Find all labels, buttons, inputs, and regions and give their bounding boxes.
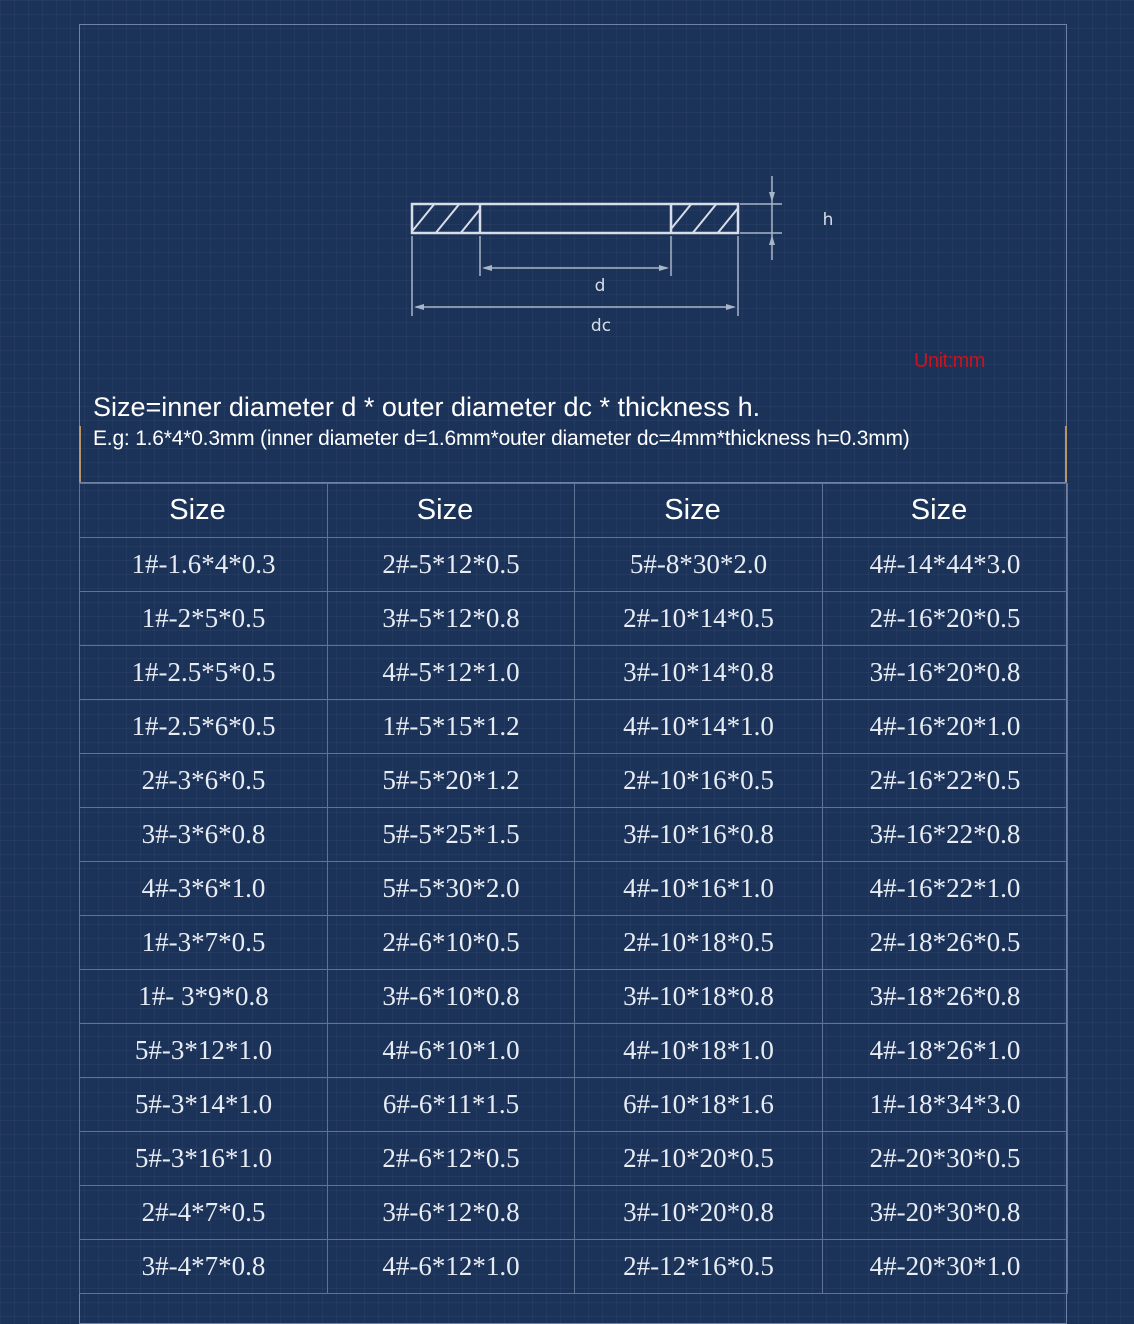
size-cell: 2#-18*26*0.5 bbox=[823, 916, 1068, 970]
size-cell: 3#-10*16*0.8 bbox=[575, 808, 823, 862]
size-cell: 5#-5*20*1.2 bbox=[328, 754, 575, 808]
column-header bbox=[328, 484, 575, 538]
size-table bbox=[79, 483, 1068, 1294]
size-cell: 4#-14*44*3.0 bbox=[823, 538, 1068, 592]
size-cell: 1#- 3*9*0.8 bbox=[80, 970, 328, 1024]
size-cell: 5#-3*12*1.0 bbox=[80, 1024, 328, 1078]
size-cell: 1#-2.5*5*0.5 bbox=[80, 646, 328, 700]
size-cell: 4#-16*22*1.0 bbox=[823, 862, 1068, 916]
size-example-text: E.g: 1.6*4*0.3mm (inner diameter d=1.6mm*outer diameter dc=4mm*thickness h=0.3mm) bbox=[93, 427, 910, 450]
size-cell: 3#-4*7*0.8 bbox=[80, 1240, 328, 1294]
size-cell: 1#-3*7*0.5 bbox=[80, 916, 328, 970]
size-cell: 4#-16*20*1.0 bbox=[823, 700, 1068, 754]
column-header-label: Size bbox=[169, 494, 226, 526]
table-row bbox=[80, 1024, 1068, 1078]
size-cell: 2#-16*20*0.5 bbox=[823, 592, 1068, 646]
size-cell: 4#-5*12*1.0 bbox=[328, 646, 575, 700]
column-header-label: Size bbox=[416, 494, 474, 526]
size-cell: 3#-16*22*0.8 bbox=[823, 808, 1068, 862]
accent-bar-right bbox=[1065, 426, 1067, 482]
size-cell: 1#-2*5*0.5 bbox=[80, 592, 328, 646]
size-cell: 3#-5*12*0.8 bbox=[328, 592, 575, 646]
accent-bar-left bbox=[79, 426, 81, 482]
table-row bbox=[80, 1132, 1068, 1186]
size-cell: 6#-10*18*1.6 bbox=[575, 1078, 823, 1132]
column-header-label: Size bbox=[664, 494, 721, 526]
size-cell: 2#-10*20*0.5 bbox=[575, 1132, 823, 1186]
size-cell: 2#-16*22*0.5 bbox=[823, 754, 1068, 808]
size-cell: 3#-6*12*0.8 bbox=[328, 1186, 575, 1240]
size-cell: 6#-6*11*1.5 bbox=[328, 1078, 575, 1132]
size-cell: 1#-18*34*3.0 bbox=[823, 1078, 1068, 1132]
size-cell: 4#-18*26*1.0 bbox=[823, 1024, 1068, 1078]
table-row bbox=[80, 646, 1068, 700]
size-cell: 3#-6*10*0.8 bbox=[328, 970, 575, 1024]
size-cell: 3#-16*20*0.8 bbox=[823, 646, 1068, 700]
size-cell: 1#-1.6*4*0.3 bbox=[80, 538, 328, 592]
label-h: h bbox=[822, 210, 834, 230]
size-cell: 4#-3*6*1.0 bbox=[80, 862, 328, 916]
size-cell: 4#-6*12*1.0 bbox=[328, 1240, 575, 1294]
size-cell: 4#-10*16*1.0 bbox=[575, 862, 823, 916]
table-row bbox=[80, 592, 1068, 646]
size-cell: 3#-3*6*0.8 bbox=[80, 808, 328, 862]
washer-outline bbox=[412, 204, 738, 233]
size-cell: 1#-5*15*1.2 bbox=[328, 700, 575, 754]
size-cell: 3#-10*14*0.8 bbox=[575, 646, 823, 700]
size-formula-heading: Size=inner diameter d * outer diameter dc * thickness h. bbox=[93, 392, 761, 422]
size-cell: 2#-6*12*0.5 bbox=[328, 1132, 575, 1186]
table-row bbox=[80, 538, 1068, 592]
table-header-row bbox=[80, 484, 1068, 538]
size-cell: 2#-5*12*0.5 bbox=[328, 538, 575, 592]
column-header bbox=[80, 484, 328, 538]
size-cell: 5#-3*14*1.0 bbox=[80, 1078, 328, 1132]
label-dc: dc bbox=[590, 316, 612, 336]
washer-cross-section-diagram bbox=[0, 0, 1134, 350]
size-cell: 2#-10*18*0.5 bbox=[575, 916, 823, 970]
size-cell: 4#-10*18*1.0 bbox=[575, 1024, 823, 1078]
unit-label: Unit:mm bbox=[914, 350, 985, 372]
size-cell: 3#-18*26*0.8 bbox=[823, 970, 1068, 1024]
size-cell: 2#-12*16*0.5 bbox=[575, 1240, 823, 1294]
table-row bbox=[80, 1078, 1068, 1132]
size-cell: 2#-3*6*0.5 bbox=[80, 754, 328, 808]
table-row bbox=[80, 916, 1068, 970]
size-cell: 2#-20*30*0.5 bbox=[823, 1132, 1068, 1186]
size-cell: 3#-20*30*0.8 bbox=[823, 1186, 1068, 1240]
label-d: d bbox=[594, 276, 606, 296]
table-row bbox=[80, 808, 1068, 862]
column-header-label: Size bbox=[910, 494, 968, 526]
size-cell: 5#-5*30*2.0 bbox=[328, 862, 575, 916]
size-cell: 2#-4*7*0.5 bbox=[80, 1186, 328, 1240]
column-header bbox=[823, 484, 1068, 538]
column-header bbox=[575, 484, 823, 538]
size-cell: 1#-2.5*6*0.5 bbox=[80, 700, 328, 754]
table-row bbox=[80, 862, 1068, 916]
table-row bbox=[80, 1240, 1068, 1294]
size-cell: 2#-6*10*0.5 bbox=[328, 916, 575, 970]
size-table-body bbox=[80, 538, 1068, 1294]
size-cell: 2#-10*16*0.5 bbox=[575, 754, 823, 808]
size-cell: 3#-10*20*0.8 bbox=[575, 1186, 823, 1240]
size-cell: 4#-10*14*1.0 bbox=[575, 700, 823, 754]
size-cell: 5#-3*16*1.0 bbox=[80, 1132, 328, 1186]
size-cell: 4#-6*10*1.0 bbox=[328, 1024, 575, 1078]
table-row bbox=[80, 970, 1068, 1024]
size-cell: 5#-5*25*1.5 bbox=[328, 808, 575, 862]
size-cell: 5#-8*30*2.0 bbox=[575, 538, 823, 592]
size-cell: 2#-10*14*0.5 bbox=[575, 592, 823, 646]
size-cell: 4#-20*30*1.0 bbox=[823, 1240, 1068, 1294]
table-row bbox=[80, 754, 1068, 808]
table-row bbox=[80, 1186, 1068, 1240]
size-cell: 3#-10*18*0.8 bbox=[575, 970, 823, 1024]
table-row bbox=[80, 700, 1068, 754]
